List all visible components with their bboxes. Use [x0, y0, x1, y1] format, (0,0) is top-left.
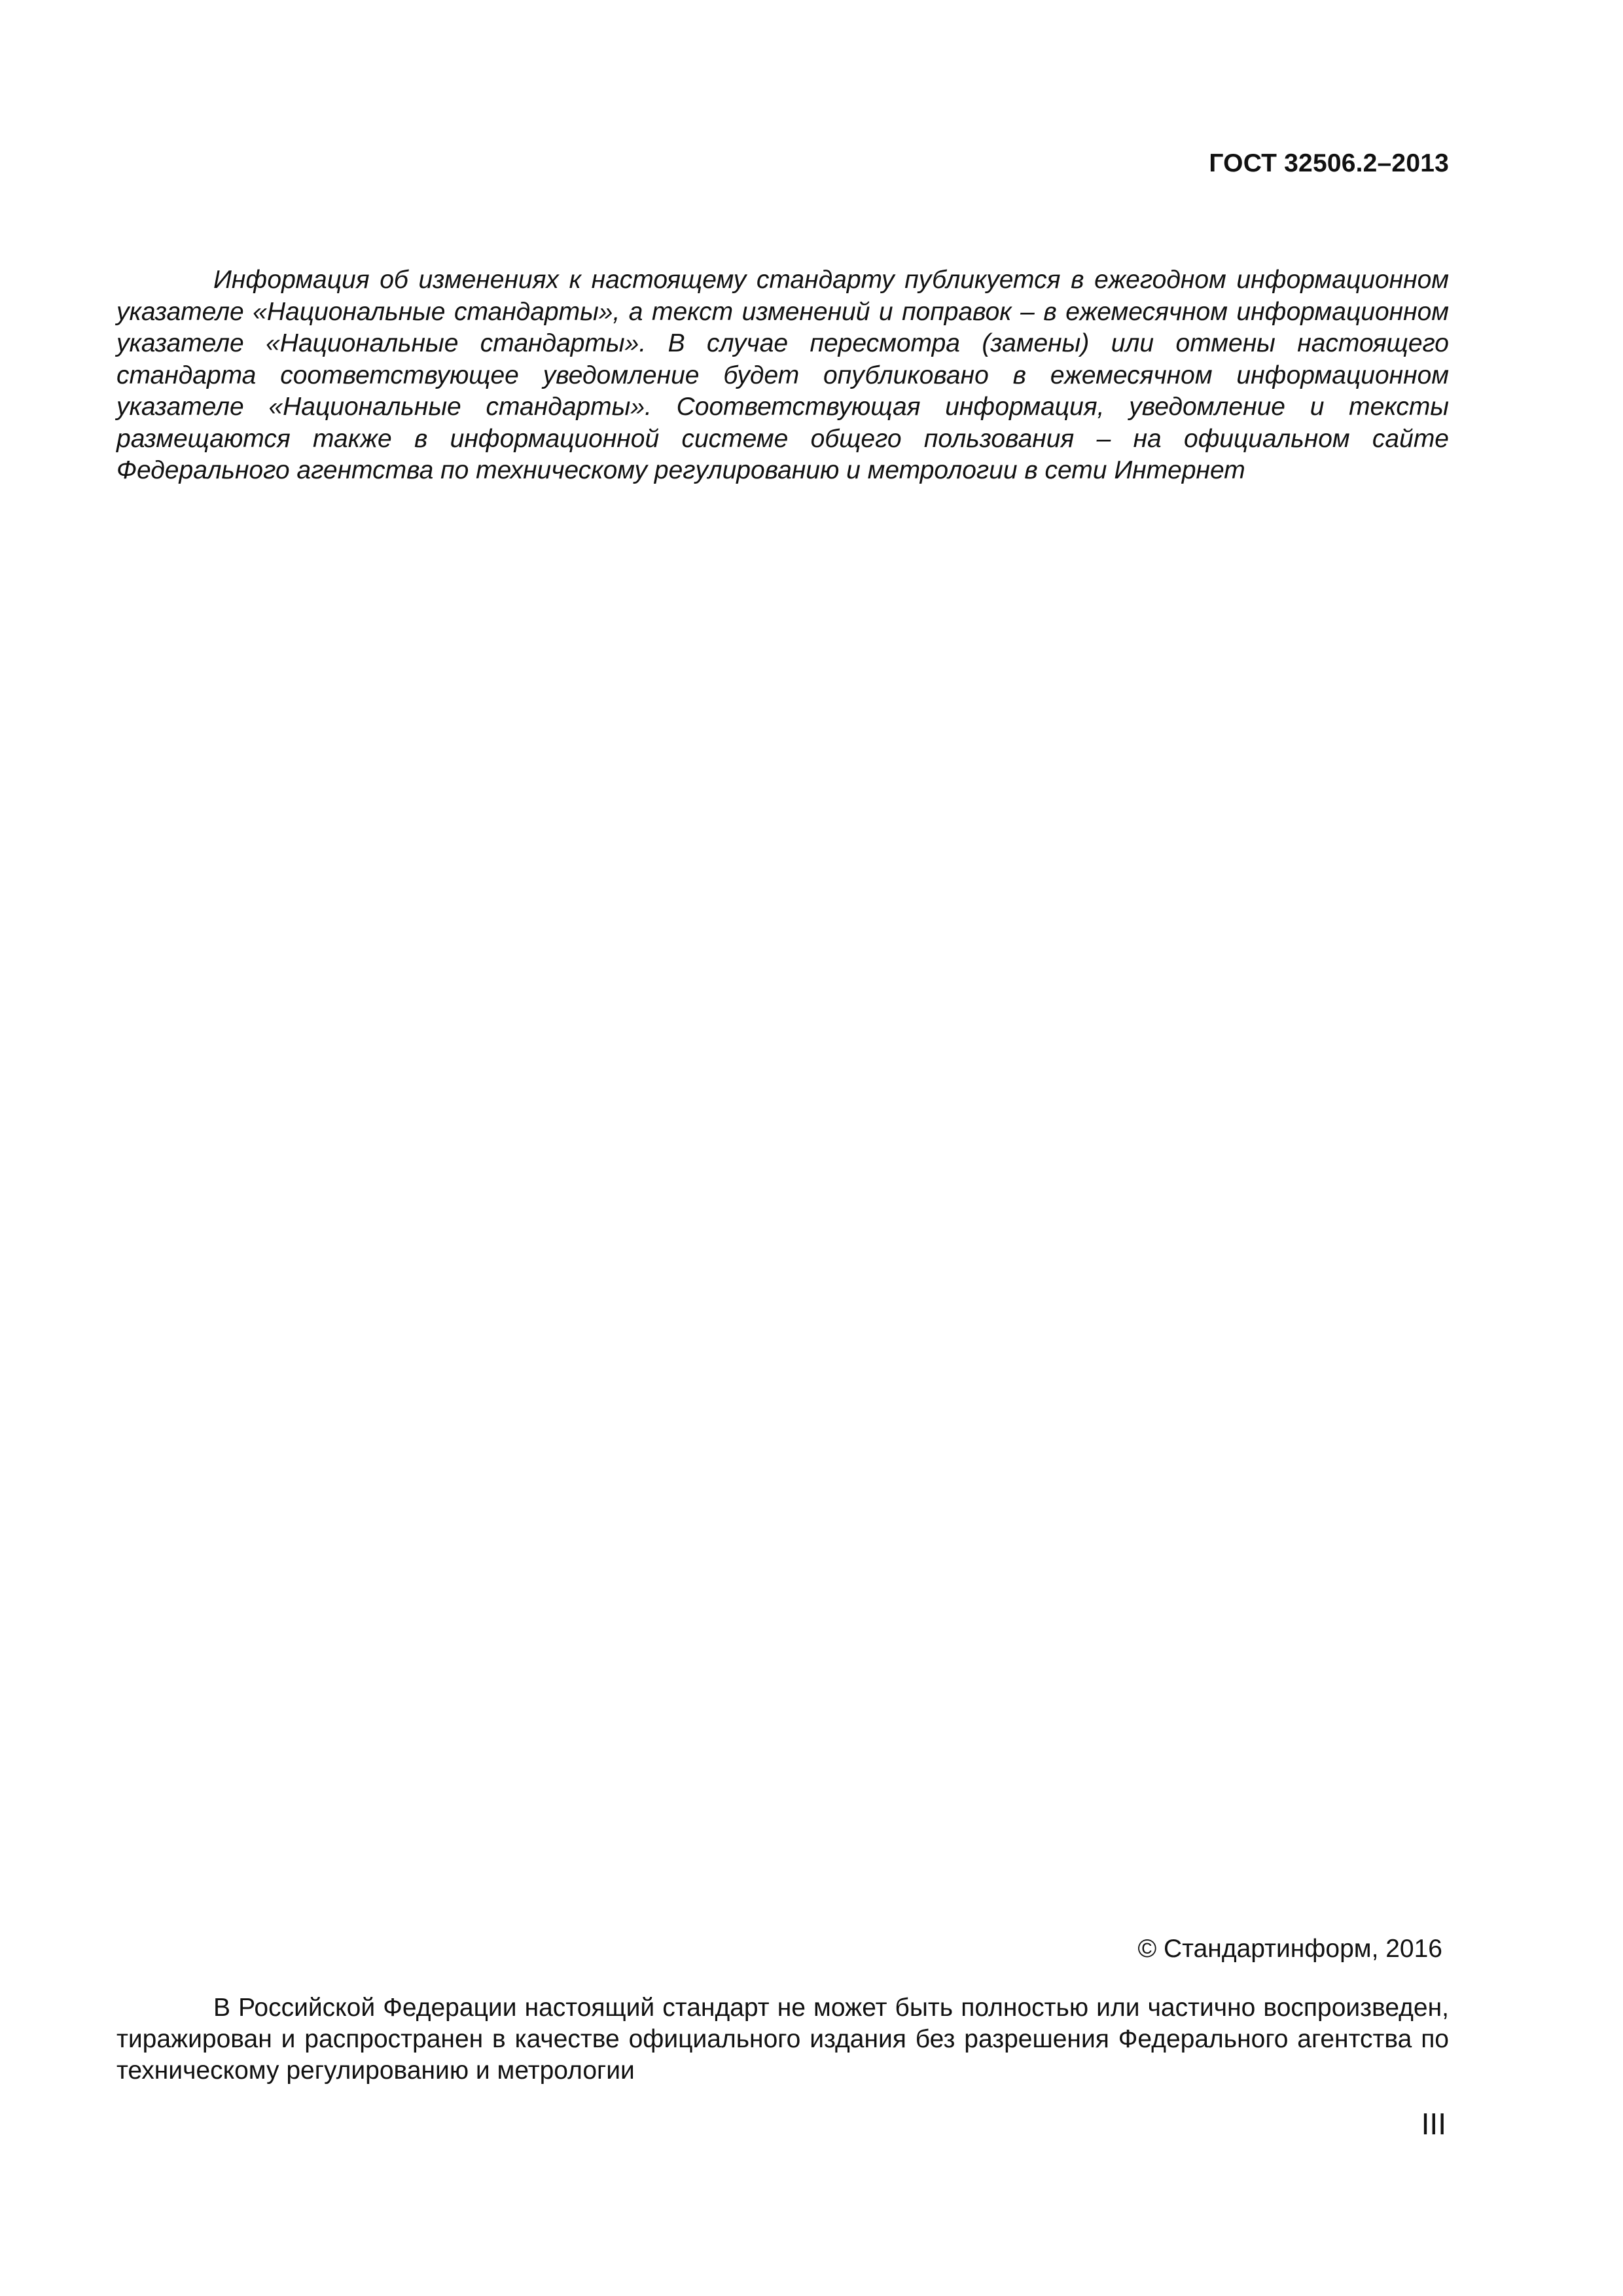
page-number: III: [1421, 2107, 1446, 2141]
amendments-notice-paragraph: Информация об изменениях к настоящему стандарту публикуется в ежегодном информационном указателе «Национальные стандарты», а текст изменений и поправок – в ежемесячном информационном указателе «Национальные стандарты». В случае пересмотра (замены) или отмены настоящего стандарта соответствующее уведомление будет опубликовано в ежемесячном информационном указателе «Национальные стандарты». Соответствующая информация, уведомление и тексты размещаются также в информационной системе общего пользования – на официальном сайте Федерального агентства по техническому регулированию и метрологии в сети Интернет: [116, 266, 1449, 484]
reproduction-rights-paragraph: В Российской Федерации настоящий стандарт не может быть полностью или частично воспроизведен, тиражирован и распространен в качестве официального издания без разрешения Федерального агентства по техническому регулированию и метрологии: [116, 1994, 1449, 2085]
copyright-line: © Стандартинформ, 2016: [1137, 1935, 1442, 1963]
document-number-header: ГОСТ 32506.2–2013: [1209, 149, 1449, 177]
